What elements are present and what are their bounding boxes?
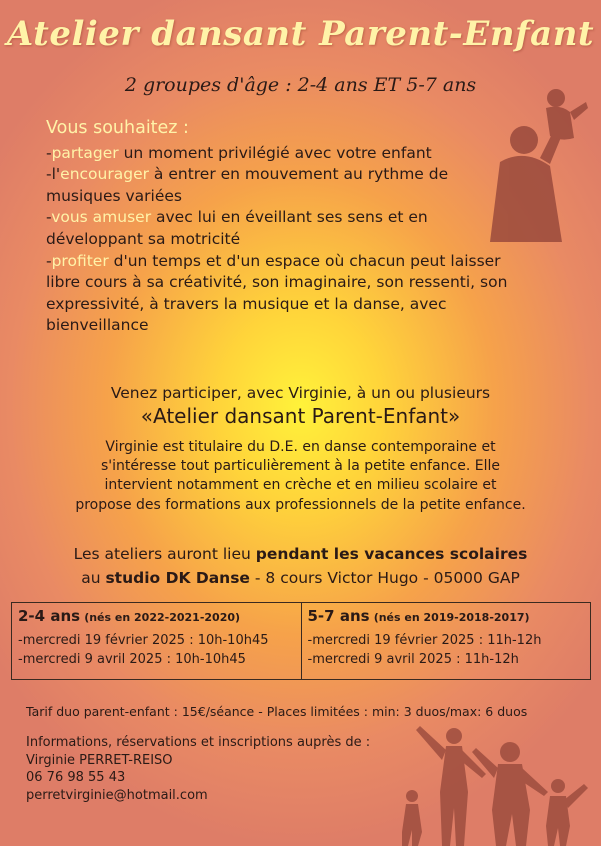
atelier-name: «Atelier dansant Parent-Enfant» bbox=[140, 404, 461, 428]
contact-email: perretvirginie@hotmail.com bbox=[26, 787, 208, 803]
contact-name: Virginie PERRET-REISO bbox=[26, 752, 173, 768]
intro-block bbox=[46, 118, 516, 337]
session-date: -mercredi 19 février 2025 : 10h-10h45 bbox=[18, 633, 269, 648]
contact-phone: 06 76 98 55 43 bbox=[26, 770, 126, 785]
intro-highlight: partager bbox=[51, 143, 119, 162]
intro-highlight: encourager bbox=[60, 165, 149, 184]
intro-item: -vous amuser avec lui en éveillant ses sens et en développant sa motricité bbox=[46, 208, 428, 248]
schedule-column bbox=[301, 603, 591, 679]
family-silhouette-icon bbox=[398, 722, 598, 846]
page-subtitle: 2 groupes d'âge : 2-4 ans ET 5-7 ans bbox=[124, 74, 477, 96]
bio-line: intervient notamment en crèche et en milieu scolaire et bbox=[104, 477, 497, 494]
age-group: 5-7 ans bbox=[307, 607, 370, 625]
intro-highlight: vous amuser bbox=[51, 208, 152, 227]
page-title: Atelier dansant Parent-Enfant bbox=[6, 14, 595, 54]
bio-block bbox=[0, 438, 601, 515]
schedule-column bbox=[12, 603, 301, 679]
age-group: 2-4 ans bbox=[18, 607, 81, 625]
invite-line: Venez participer, avec Virginie, à un ou plusieurs bbox=[110, 384, 491, 402]
intro-item: -l'encourager à entrer en mouvement au rythme de musiques variées bbox=[46, 165, 449, 205]
session-date: -mercredi 19 février 2025 : 11h-12h bbox=[307, 633, 542, 648]
session-date: -mercredi 9 avril 2025 : 10h-10h45 bbox=[18, 652, 246, 667]
contact-block bbox=[26, 734, 370, 804]
intro-heading: Vous souhaitez : bbox=[46, 118, 189, 138]
birth-years: (nés en 2022-2021-2020) bbox=[84, 611, 241, 624]
bio-line: Virginie est titulaire du D.E. en danse contemporaine et bbox=[105, 439, 496, 455]
intro-item: -partager un moment privilégié avec votre enfant bbox=[46, 143, 432, 162]
pricing-line: Tarif duo parent-enfant : 15€/séance - Places limitées : min: 3 duos/max: 6 duos bbox=[26, 704, 528, 719]
contact-intro: Informations, réservations et inscriptions auprès de : bbox=[26, 735, 371, 750]
session-date: -mercredi 9 avril 2025 : 11h-12h bbox=[307, 652, 519, 667]
bio-line: propose des formations aux professionnels de la petite enfance. bbox=[75, 496, 526, 513]
location-block bbox=[0, 542, 601, 590]
schedule-table bbox=[11, 602, 591, 680]
bio-line: s'intéresse tout particulièrement à la petite enfance. Elle bbox=[101, 458, 500, 475]
intro-item: -profiter d'un temps et d'un espace où chacun peut laisser libre cours à sa créativité, son imaginaire, son ressenti, son expressivité, à travers la musique et la danse, avec bienveillance bbox=[46, 251, 508, 335]
birth-years: (nés en 2019-2018-2017) bbox=[373, 611, 530, 624]
location-line-1: Les ateliers auront lieu pendant les vacances scolaires bbox=[73, 545, 528, 563]
intro-highlight: profiter bbox=[51, 251, 109, 270]
location-line-2: au studio DK Danse - 8 cours Victor Hugo - 05000 GAP bbox=[81, 569, 520, 587]
